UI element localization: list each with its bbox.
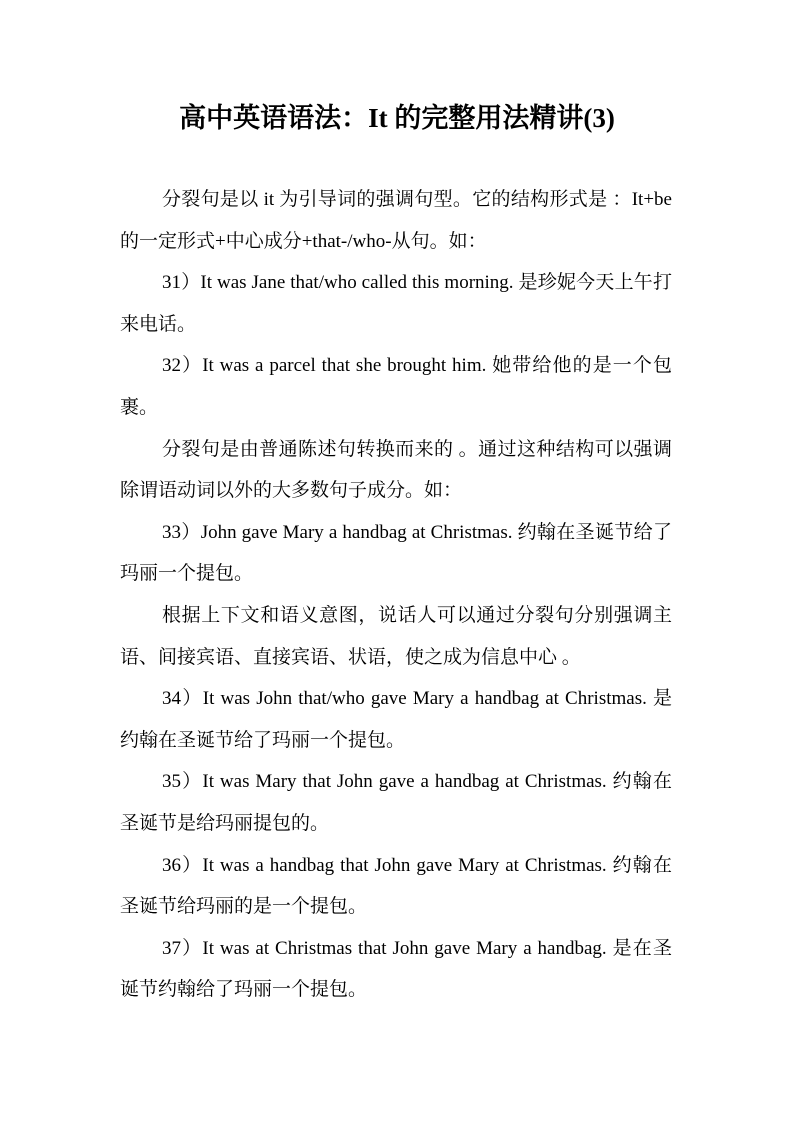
example-36: 36）It was a handbag that John gave Mary at Christmas. 约翰在圣诞节给玛丽的是一个提包。 xyxy=(120,854,672,918)
example-35: 35）It was Mary that John gave a handbag at Christmas. 约翰在圣诞节是给玛丽提包的。 xyxy=(120,771,672,834)
example-32: 32）It was a parcel that she brought him. 她带给他的是一个包裹。 xyxy=(120,355,672,418)
example-31: 31）It was Jane that/who called this morning. 是珍妮今天上午打来电话。 xyxy=(120,272,672,335)
example-33: 33）John gave Mary a handbag at Christmas. 约翰在圣诞节给了玛丽一个提包。 xyxy=(120,521,672,585)
paragraph-emphasis: 根据上下文和语义意图，说话人可以通过分裂句分别强调主语、间接宾语、直接宾语、状语，使之成为信息中心 。 xyxy=(120,604,672,668)
example-34: 34）It was John that/who gave Mary a handbag at Christmas. 是约翰在圣诞节给了玛丽一个提包。 xyxy=(120,688,672,751)
document-body xyxy=(120,179,672,1011)
paragraph-transformation: 分裂句是由普通陈述句转换而来的 。通过这种结构可以强调除谓语动词以外的大多数句子成分。如： xyxy=(120,438,672,502)
page-title: 高中英语语法：It 的完整用法精讲(3) xyxy=(179,103,615,133)
example-37: 37）It was at Christmas that John gave Mary a handbag. 是在圣诞节约翰给了玛丽一个提包。 xyxy=(120,937,672,1001)
paragraph-cleft-intro: 分裂句是以 it 为引导词的强调句型。它的结构形式是 ：It+be 的一定形式+中心成分+that-/who-从句。如： xyxy=(120,189,672,252)
